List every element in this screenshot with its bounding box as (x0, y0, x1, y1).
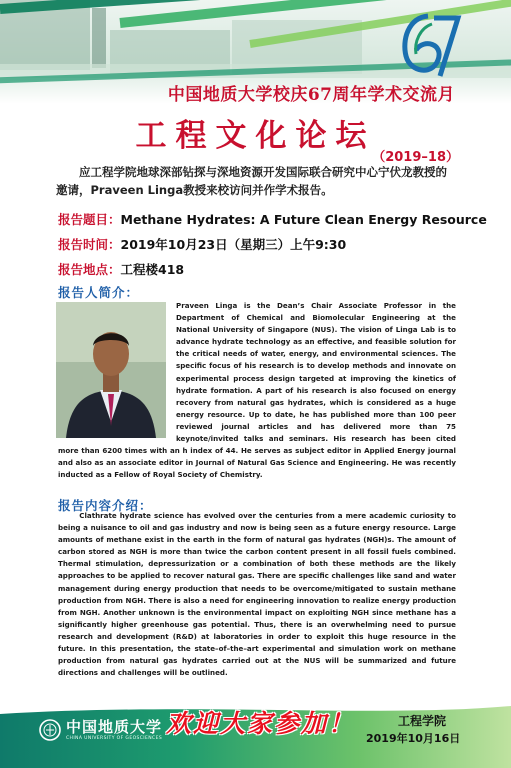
abstract-text: Clathrate hydrate science has evolved over the centuries from a mere academic curiosity to being a nuisance to oil and gas industry and now is being seen as a future energy resource. Large amounts of methane exist in the earth in the form of natural gas hydrates (NGH)s. The amount of carbon stored as NGH is more than twice the carbon content present in all fossil fuels combined. Thermal stimulation, depressurization or a combination of both these methods are the likely approaches to be applied to recover natural gas. There are specific challenges like sand and water management during energy production that needs to be overcome/mitigated to sustain methane production from NGH. There is also a need for engineering innovation to realize energy production from NGH. Another unknown is the environmental impact on exploiting NGH since methane has a significantly higher greenhouse gas potential. Thus, there is an overwhelming need to pursue research and development (R&D) at laboratories in order to exploit this huge resource in the future. In this presentation, the state–of–the–art experimental and simulation work on methane production from natural gas hydrates carried out at the NUS will be summarized and future directions and challenges will be outlined. (58, 511, 456, 678)
abstract-heading: 报告内容介绍： (58, 498, 153, 513)
info-place (58, 262, 184, 278)
place-label: 报告地点： (58, 262, 121, 277)
university-name-cn: 中国地质大学 (66, 718, 163, 736)
speaker-heading: 报告人简介： (58, 285, 140, 300)
university-seal-icon (38, 718, 62, 742)
topic-label: 报告题目： (58, 212, 121, 227)
publish-date: 2019年10月16日 (366, 732, 461, 745)
welcome-slogan: 欢迎大家参加！ (166, 709, 356, 738)
info-topic (58, 212, 487, 228)
time-label: 报告时间： (58, 237, 121, 252)
page-title: 工程文化论坛 (135, 118, 376, 154)
organizer: 工程学院 (398, 714, 447, 728)
speaker-bio (58, 300, 456, 481)
time-value: 2019年10月23日（星期三）上午9:30 (120, 237, 347, 252)
place-value: 工程楼418 (120, 262, 185, 277)
intro-paragraph: 应工程学院地球深部钻探与深地资源开发国际联合研究中心宁伏龙教授的邀请，Praveen Linga教授来校访问并作学术报告。 (56, 165, 447, 197)
issue-number: （2019–18） (372, 150, 459, 165)
topic-value: Methane Hydrates: A Future Clean Energy Resource (120, 212, 487, 227)
speaker-bio-text: Praveen Linga is the Dean’s Chair Associate Professor in the Department of Chemical and Biomolecular Engineering at the National University of Singapore (NUS). The vision of Linga Lab is to advance hydrate technology as an effective, and feasible solution for the critical needs of water, energy, and environmental sciences. The specific focus of his research is to develop methods and innovate on experimental process design targeted at improving the kinetics of hydrate formation. A part of his research is also focused on energy recovery from natural gas hydrates, which is considered as a huge energy resource. Up to date, he has published more than 100 peer reviewed journal articles and has delivered more than 75 keynote/invited talks and seminars. His research has been cited more than 6200 times with an h index of 44. He serves as subject editor in Applied Energy journal and also as an associate editor in Journal of Natural Gas Science and Engineering. He was recently inducted as a Fellow of Royal Society of Chemistry. (58, 301, 456, 480)
university-name-en: CHINA UNIVERSITY OF GEOSCIENCES (66, 736, 163, 741)
event-subtitle: 中国地质大学校庆67周年学术交流月 (167, 85, 455, 105)
info-time (58, 237, 346, 253)
anniversary-67-logo (398, 10, 462, 82)
